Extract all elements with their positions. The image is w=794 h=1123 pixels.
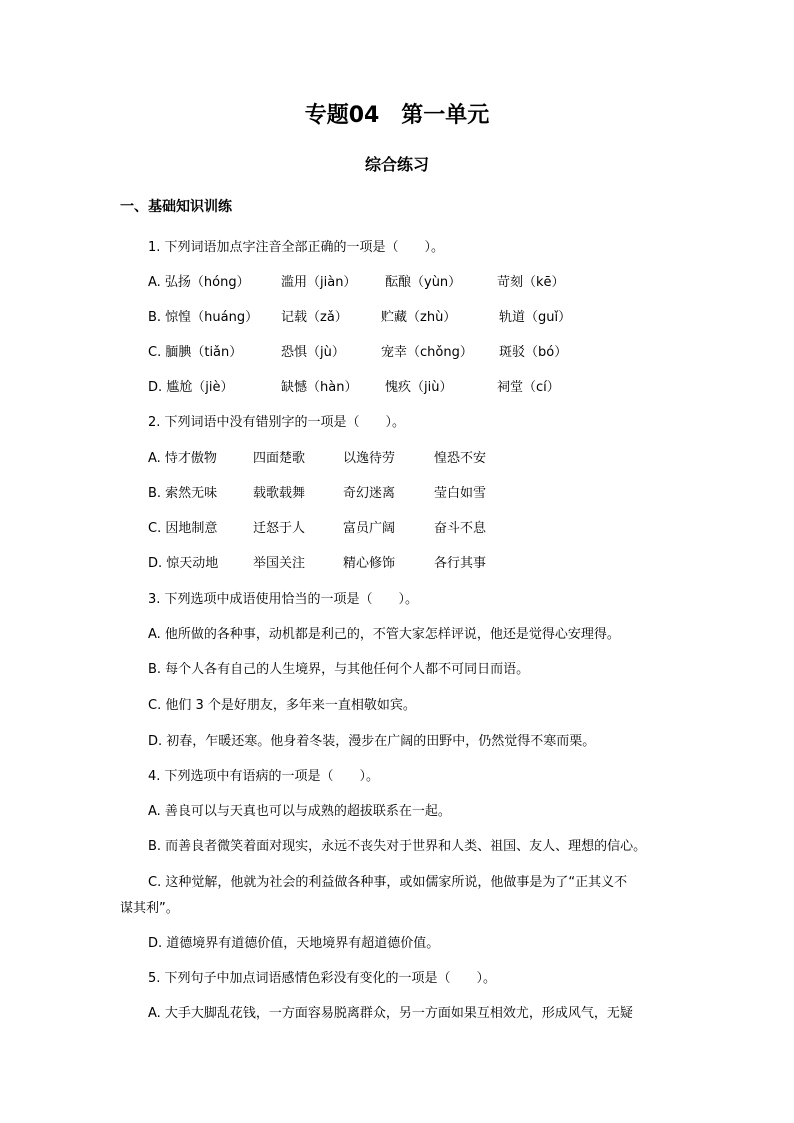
- option-cell: A. 恃才傲物: [148, 451, 217, 466]
- option-cell: B. 索然无味: [148, 486, 218, 501]
- option-cell: 富员广阔: [343, 521, 396, 536]
- option-cell: 奋斗不息: [434, 521, 487, 536]
- question-3-stem: 3. 下列选项中成语使用恰当的一项是（ ）。: [148, 592, 419, 607]
- question-3-option-b: B. 每个人各有自己的人生境界，与其他任何个人都不可同日而语。: [148, 662, 530, 677]
- option-cell: 记载（zǎ）: [281, 310, 348, 325]
- option-cell: 贮藏（zhù）: [381, 310, 457, 325]
- question-3-option-c: C. 他们 3 个是好朋友，多年来一直相敬如宾。: [148, 698, 416, 713]
- option-cell: D. 惊天动地: [148, 556, 219, 571]
- question-4-option-c-continued: 谋其利”。: [120, 901, 179, 916]
- option-cell: 轨道（guǐ）: [499, 310, 572, 325]
- option-cell: C. 因地制意: [148, 521, 218, 536]
- option-cell: B. 惊惶（huáng）: [148, 310, 259, 325]
- option-cell: D. 尴尬（jiè）: [148, 380, 234, 395]
- question-4-option-b: B. 而善良者微笑着面对现实，永远不丧失对于世界和人类、祖国、友人、理想的信心。: [148, 839, 647, 854]
- question-3-option-a: A. 他所做的各种事，动机都是利己的，不管大家怎样评说，他还是觉得心安理得。: [148, 627, 620, 642]
- option-cell: 举国关注: [253, 556, 306, 571]
- question-5-stem: 5. 下列句子中加点词语感情色彩没有变化的一项是（ ）。: [148, 971, 497, 986]
- page-subtitle: 综合练习: [364, 155, 429, 174]
- option-cell: 宠幸（chǒng）: [381, 345, 473, 360]
- option-cell: 恐惧（jù）: [281, 345, 345, 360]
- option-cell: 祠堂（cí）: [497, 380, 560, 395]
- option-cell: 酝酿（yùn）: [385, 275, 462, 290]
- option-cell: 四面楚歌: [253, 451, 306, 466]
- option-cell: 迁怒于人: [253, 521, 306, 536]
- question-4-option-d: D. 道德境界有道德价值，天地境界有超道德价值。: [148, 936, 440, 951]
- option-cell: 各行其事: [434, 556, 487, 571]
- question-3-option-d: D. 初春，乍暖还寒。他身着冬装，漫步在广阔的田野中，仍然觉得不寒而栗。: [148, 734, 596, 749]
- option-cell: 苛刻（kē）: [497, 275, 565, 290]
- option-cell: 以逸待劳: [343, 451, 396, 466]
- question-1-stem: 1. 下列词语加点字注音全部正确的一项是（ ）。: [148, 240, 445, 255]
- section-heading: 一、基础知识训练: [120, 199, 232, 215]
- question-4-option-a: A. 善良可以与天真也可以与成熟的超拔联系在一起。: [148, 804, 451, 819]
- option-cell: C. 腼腆（tiǎn）: [148, 345, 243, 360]
- option-cell: 载歌载舞: [253, 486, 306, 501]
- option-cell: 滥用（jiàn）: [281, 275, 357, 290]
- option-cell: 缺憾（hàn）: [281, 380, 358, 395]
- option-cell: 惶恐不安: [434, 451, 487, 466]
- option-cell: 愧疚（jiù）: [385, 380, 453, 395]
- question-4-stem: 4. 下列选项中有语病的一项是（ ）。: [148, 769, 380, 784]
- question-2-stem: 2. 下列词语中没有错别字的一项是（ ）。: [148, 415, 406, 430]
- option-cell: 精心修饰: [343, 556, 396, 571]
- question-4-option-c: C. 这种觉解，他就为社会的利益做各种事，或如儒家所说，他做事是为了“正其义不: [148, 875, 628, 890]
- question-5-option-a: A. 大手大脚乱花钱，一方面容易脱离群众，另一方面如果互相效尤，形成风气，无疑: [148, 1006, 633, 1021]
- option-cell: 奇幻迷离: [343, 486, 396, 501]
- option-cell: 莹白如雪: [434, 486, 487, 501]
- option-cell: A. 弘扬（hóng）: [148, 275, 250, 290]
- option-cell: 斑驳（bó）: [499, 345, 568, 360]
- page-title: 专题04 第一单元: [304, 103, 490, 128]
